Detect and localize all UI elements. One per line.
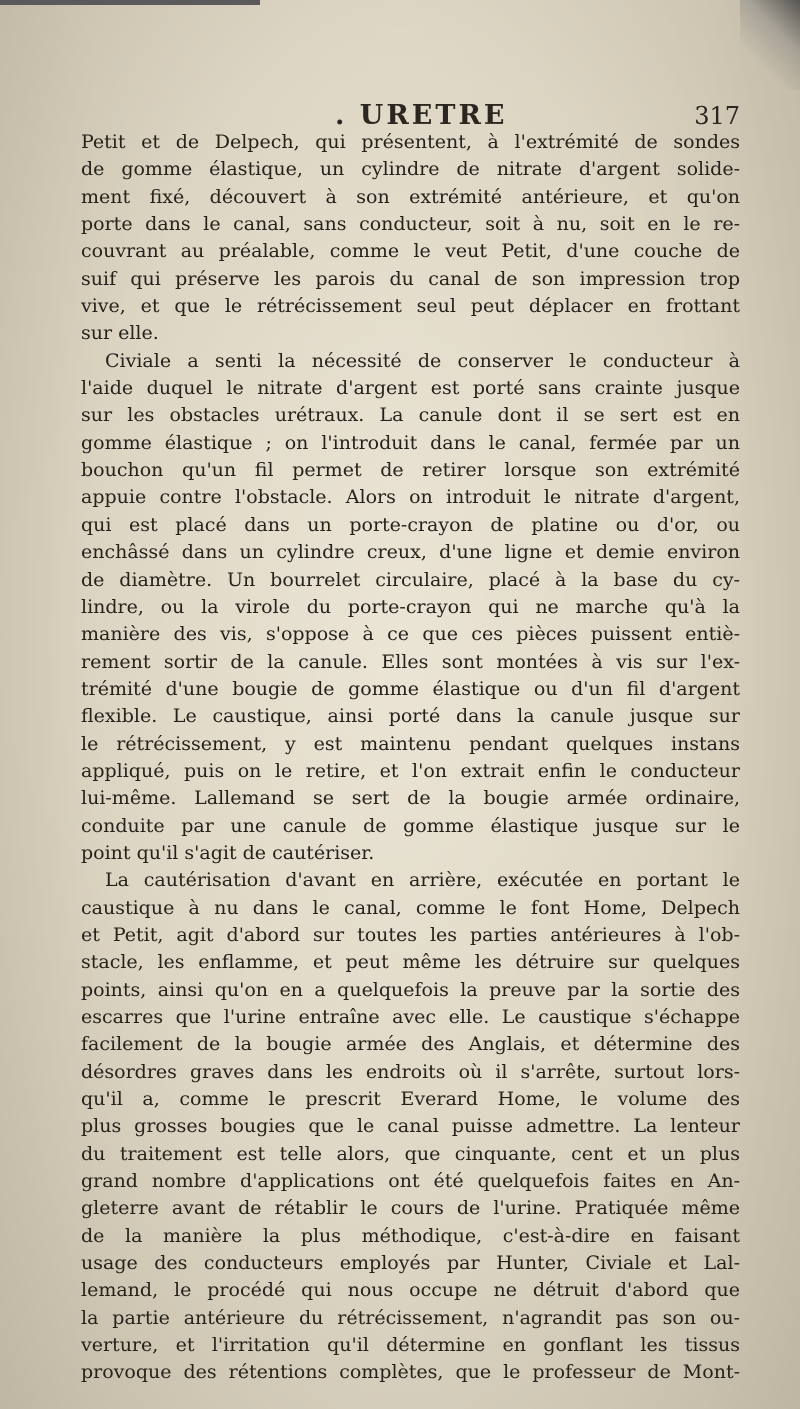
running-head: . URETRE bbox=[335, 100, 508, 131]
text-line: de la manière la plus méthodique, c'est-à-dire en faisant bbox=[81, 1224, 740, 1247]
text-line: provoque des rétentions complètes, que le professeur de Mont- bbox=[81, 1361, 740, 1384]
text-line: porte dans le canal, sans conducteur, soit à nu, soit en le re- bbox=[81, 213, 740, 236]
text-line: gomme élastique ; on l'introduit dans le canal, fermée par un bbox=[81, 431, 740, 454]
body-text bbox=[81, 129, 740, 1387]
text-line: rement sortir de la canule. Elles sont montées à vis sur l'ex- bbox=[81, 650, 740, 673]
text-line: l'aide duquel le nitrate d'argent est porté sans crainte jusque bbox=[81, 377, 740, 400]
text-line: vive, et que le rétrécissement seul peut déplacer en frottant bbox=[81, 295, 740, 318]
text-line: bouchon qu'un fil permet de retirer lorsque son extrémité bbox=[81, 459, 740, 482]
text-line: de diamètre. Un bourrelet circulaire, placé à la base du cy- bbox=[81, 568, 740, 591]
text-line: conduite par une canule de gomme élastique jusque sur le bbox=[81, 814, 740, 837]
text-line: La cautérisation d'avant en arrière, exécutée en portant le bbox=[105, 869, 740, 892]
text-line: Petit et de Delpech, qui présentent, à l'extrémité de sondes bbox=[81, 131, 740, 153]
text-line: appliqué, puis on le retire, et l'on extrait enfin le conducteur bbox=[81, 759, 740, 782]
text-line: et Petit, agit d'abord sur toutes les parties antérieures à l'ob- bbox=[81, 923, 740, 946]
text-line: gleterre avant de rétablir le cours de l'urine. Pratiquée même bbox=[81, 1197, 740, 1220]
page-header bbox=[80, 100, 740, 132]
text-line: lui-même. Lallemand se sert de la bougie armée ordinaire, bbox=[81, 787, 740, 810]
page-number: 317 bbox=[694, 102, 740, 130]
text-line: caustique à nu dans le canal, comme le font Home, Delpech bbox=[81, 896, 740, 919]
text-line: lindre, ou la virole du porte-crayon qui ne marche qu'à la bbox=[81, 595, 740, 618]
text-line: verture, et l'irritation qu'il détermine en gonflant les tissus bbox=[81, 1334, 740, 1357]
text-line: facilement de la bougie armée des Anglais, et détermine des bbox=[81, 1033, 740, 1056]
text-line: appuie contre l'obstacle. Alors on introduit le nitrate d'argent, bbox=[81, 486, 740, 509]
text-line: sur les obstacles urétraux. La canule dont il se sert est en bbox=[81, 404, 740, 427]
text-line: enchâssé dans un cylindre creux, d'une ligne et demie environ bbox=[81, 541, 740, 564]
text-line: Civiale a senti la nécessité de conserver le conducteur à bbox=[105, 349, 740, 372]
text-line: la partie antérieure du rétrécissement, n'agrandit pas son ou- bbox=[81, 1306, 740, 1329]
text-line: manière des vis, s'oppose à ce que ces pièces puissent entiè- bbox=[81, 623, 740, 646]
text-line: le rétrécissement, y est maintenu pendant quelques instans bbox=[81, 732, 740, 755]
text-line: lemand, le procédé qui nous occupe ne détruit d'abord que bbox=[81, 1279, 740, 1302]
text-line: de gomme élastique, un cylindre de nitrate d'argent solide- bbox=[81, 158, 740, 181]
text-line: stacle, les enflamme, et peut même les détruire sur quelques bbox=[81, 951, 740, 974]
text-line: plus grosses bougies que le canal puisse admettre. La lenteur bbox=[81, 1115, 740, 1138]
page-top-edge bbox=[0, 0, 260, 5]
text-line: flexible. Le caustique, ainsi porté dans la canule jusque sur bbox=[81, 705, 740, 728]
text-line: qui est placé dans un porte-crayon de platine ou d'or, ou bbox=[81, 513, 740, 536]
text-line: ment fixé, découvert à son extrémité antérieure, et qu'on bbox=[81, 185, 740, 208]
text-line: sur elle. bbox=[81, 322, 159, 345]
text-line: suif qui préserve les parois du canal de son impression trop bbox=[81, 267, 740, 290]
text-line: couvrant au préalable, comme le veut Petit, d'une couche de bbox=[81, 240, 740, 263]
page-corner-shadow bbox=[740, 0, 800, 90]
text-line: du traitement est telle alors, que cinquante, cent et un plus bbox=[81, 1142, 740, 1165]
text-line: grand nombre d'applications ont été quelquefois faites en An- bbox=[81, 1170, 740, 1193]
text-line: trémité d'une bougie de gomme élastique ou d'un fil d'argent bbox=[81, 677, 740, 700]
text-line: point qu'il s'agit de cautériser. bbox=[81, 841, 375, 864]
text-line: usage des conducteurs employés par Hunter, Civiale et Lal- bbox=[81, 1252, 740, 1275]
text-line: désordres graves dans les endroits où il s'arrête, surtout lors- bbox=[81, 1060, 740, 1083]
text-line: escarres que l'urine entraîne avec elle. Le caustique s'échappe bbox=[81, 1006, 740, 1028]
text-line: qu'il a, comme le prescrit Everard Home, le volume des bbox=[81, 1088, 740, 1111]
text-line: points, ainsi qu'on en a quelquefois la preuve par la sortie des bbox=[81, 978, 740, 1001]
